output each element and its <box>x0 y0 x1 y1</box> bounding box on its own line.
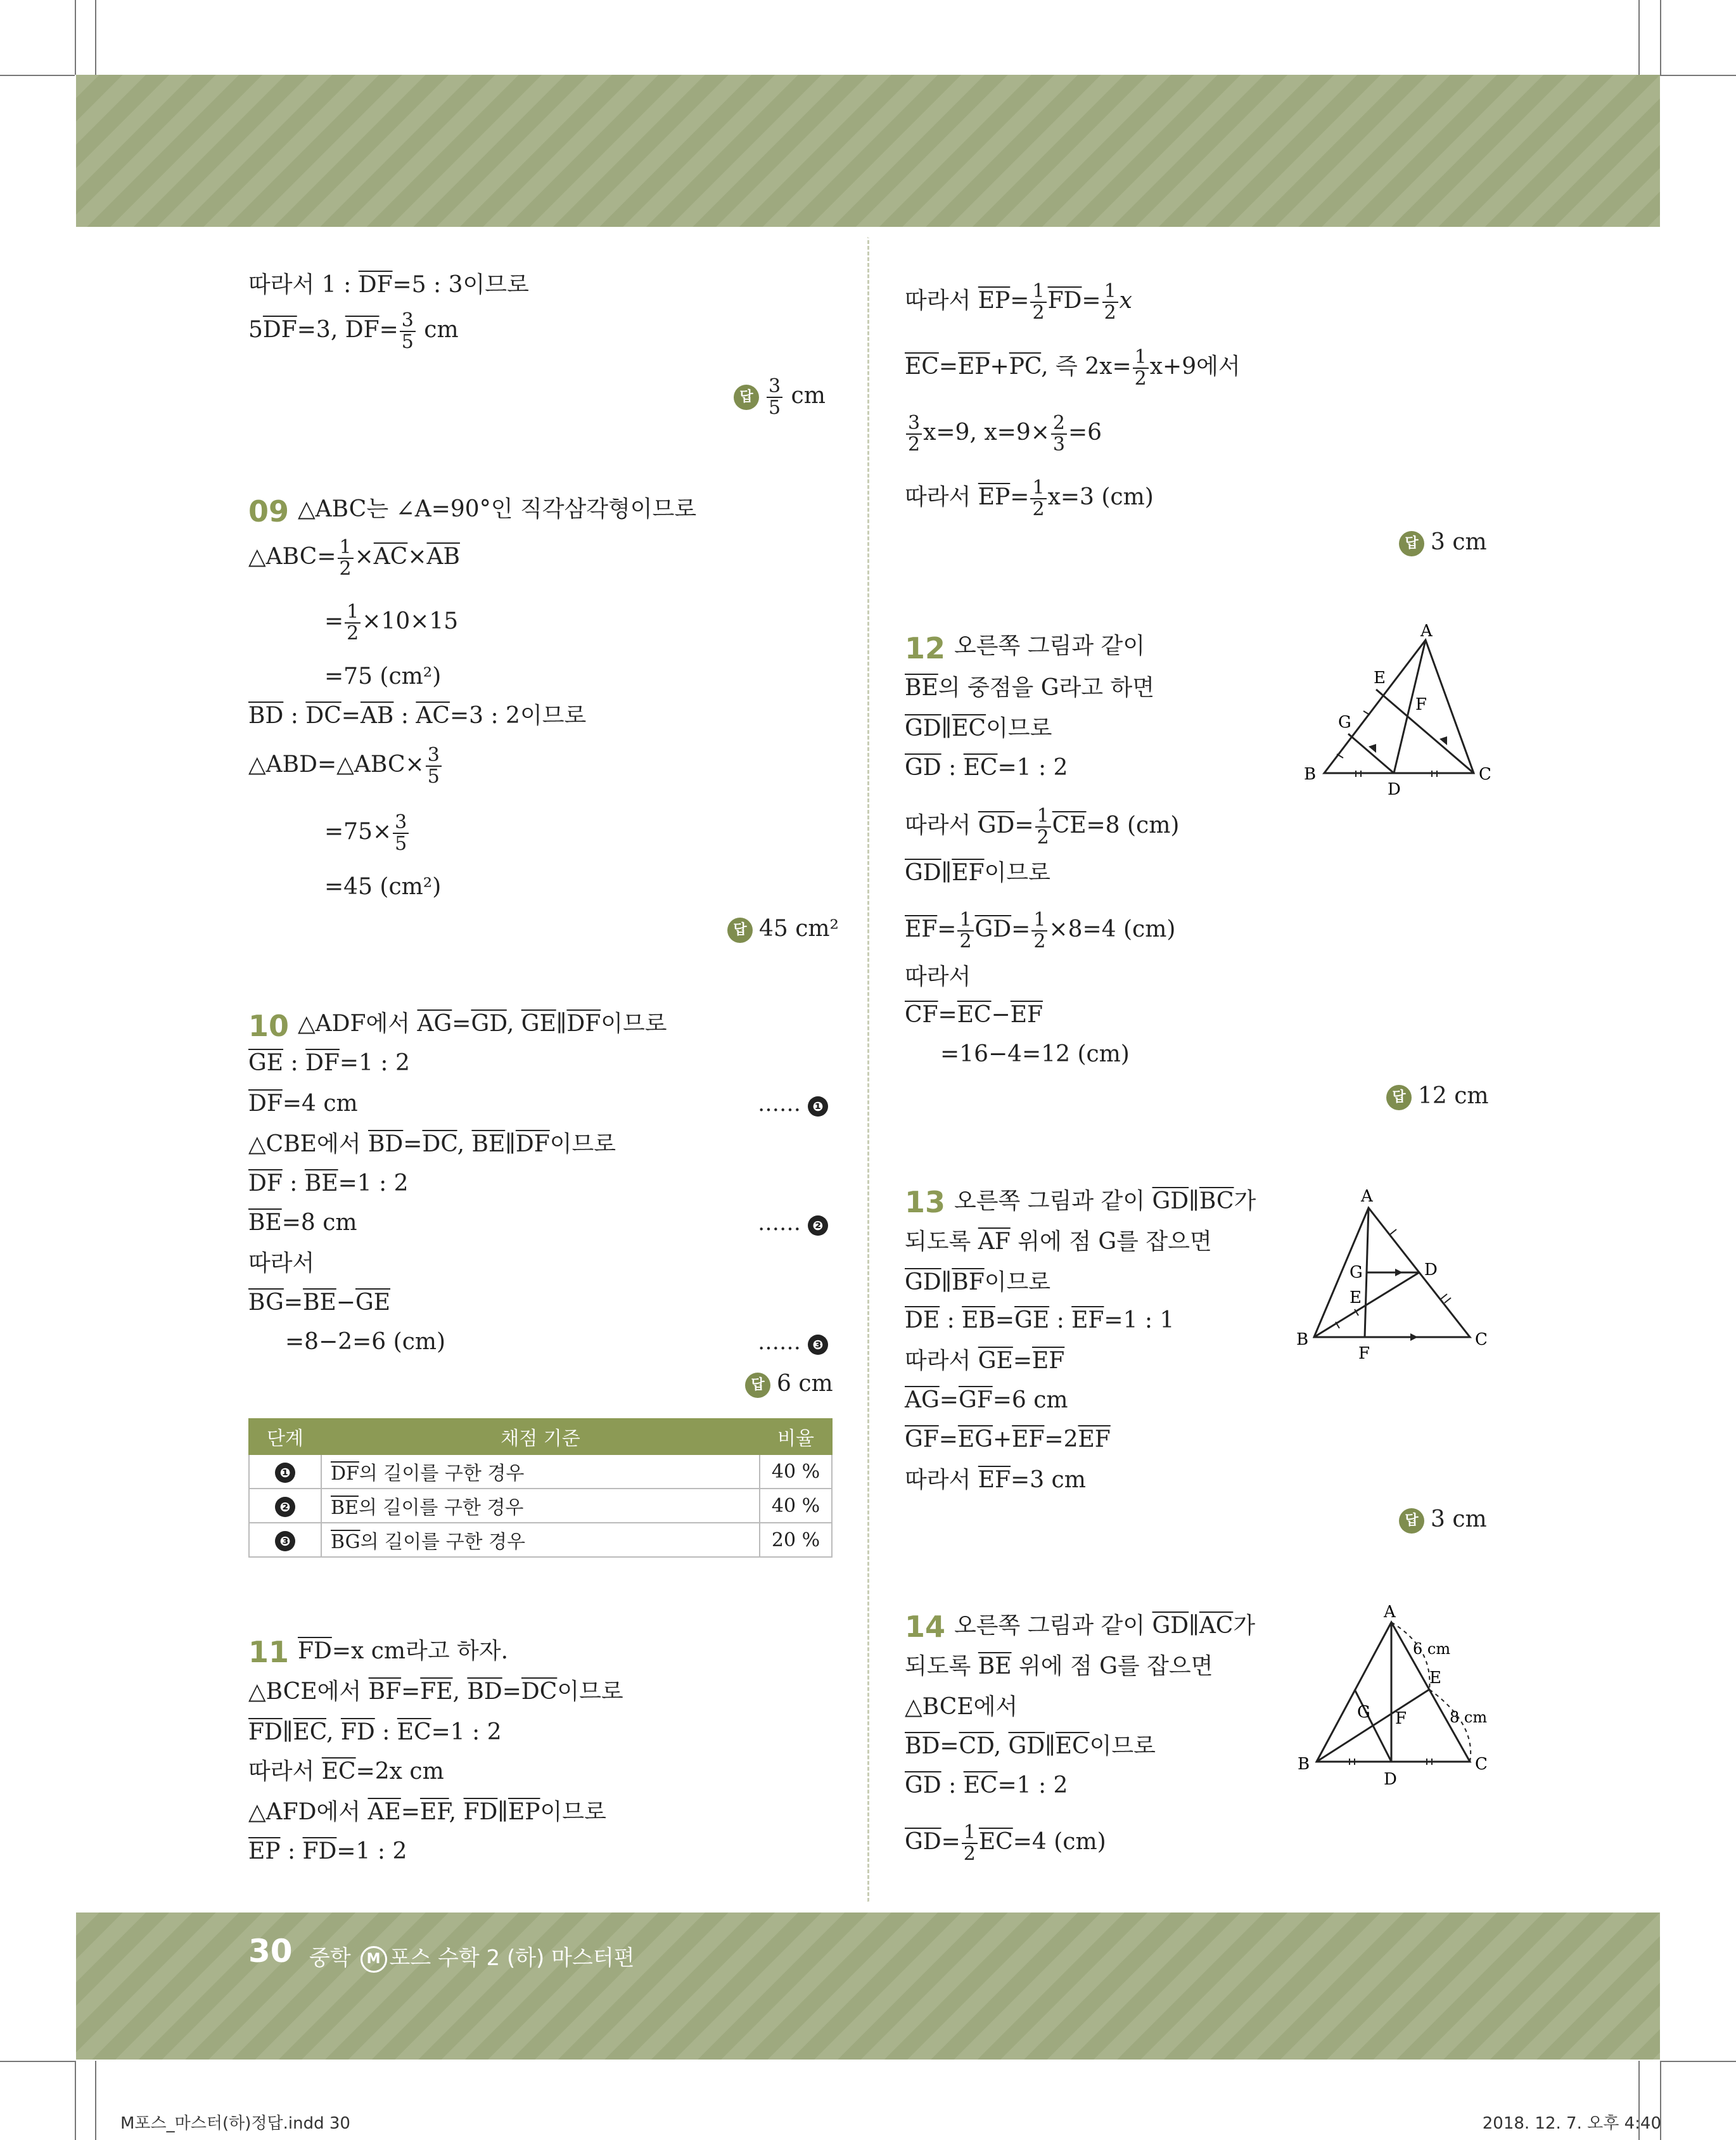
table-header: 단계 <box>249 1419 321 1454</box>
table-row: ❸ $\overline{BG}$의 길이를 구한 경우 20 % <box>249 1523 832 1557</box>
answer: 답 3 cm <box>1399 1506 1487 1534</box>
text-line: $\overline{BE}=8$ cm <box>248 1210 357 1236</box>
point-label: D <box>1424 1260 1438 1279</box>
text-line: 되도록 $\overline{AF}$ 위에 점 G를 잡으면 <box>905 1229 1212 1255</box>
text-line: 되도록 $\overline{BE}$ 위에 점 G를 잡으면 <box>905 1653 1213 1679</box>
point-label: B <box>1304 765 1317 784</box>
table-row: ❷ $\overline{BE}$의 길이를 구한 경우 40 % <box>249 1489 832 1523</box>
text-line: $\overline{EP}$ : $\overline{FD}=1$ : 2 <box>248 1838 407 1864</box>
text-line: 따라서 $\overline{EP}=$ $\frac{1}{2}$ x=3 (cm) <box>905 477 1154 520</box>
text-line: $\overline{DF}=4$ cm <box>248 1091 358 1117</box>
fraction: $\frac{1}{2}$ <box>345 602 361 644</box>
point-label: G <box>1350 1263 1363 1282</box>
point-label: B <box>1296 1330 1309 1349</box>
point-label: A <box>1361 1187 1373 1206</box>
crop-mark <box>75 0 76 75</box>
text-line: $\overline{GD}=$ $\frac{1}{2}$ $\overline{EC}=4$ (cm) <box>905 1821 1106 1865</box>
text-line: $\overline{DE}$ : $\overline{EB}=\overline{GE}$ : $\overline{EF}=1$ : 1 <box>905 1307 1175 1333</box>
fraction: $\frac{1}{2}$ <box>1035 806 1051 848</box>
answer: 답 12 cm <box>1386 1082 1489 1110</box>
text-line: 따라서 $\overline{EP}=$ $\frac{1}{2}$ $\overline{FD}=$ $\frac{1}{2}$ x <box>905 280 1132 324</box>
crop-mark <box>95 0 96 75</box>
question-number: 11 <box>248 1635 290 1669</box>
crop-mark <box>1660 75 1736 76</box>
text-line: △BCE에서 <box>905 1694 1018 1720</box>
text-line: 오른쪽 그림과 같이 $\overline{GD}\parallel\overline{AC}$가 <box>954 1613 1256 1639</box>
fraction: $\frac{1}{2}$ <box>1030 478 1046 520</box>
text-line: =8−2=6 (cm) <box>285 1329 446 1355</box>
answer: 답 45 cm² <box>727 915 839 943</box>
book-title: 중학 M 포스 수학 2 (하) 마스터편 <box>309 1940 635 1973</box>
text-line: =45 (cm²) <box>324 874 442 900</box>
text-line: △ABD=△ABC× $\frac{3}{5}$ <box>248 745 443 787</box>
text-line: △ABC= $\frac{1}{2}$ $\times\overline{AC}\times\overline{AB}$ <box>248 536 460 580</box>
fraction: $\frac{1}{2}$ <box>1133 347 1149 389</box>
fraction: $\frac{1}{2}$ <box>1030 281 1046 323</box>
divider-notch <box>860 1901 878 1913</box>
fraction: $\frac{3}{5}$ <box>400 311 416 352</box>
fraction: $\frac{1}{2}$ <box>962 1823 978 1864</box>
triangle-figure-q13 <box>1286 1179 1508 1362</box>
text-line: $\overline{BE}$의 중점을 G라고 하면 <box>905 675 1155 701</box>
text-line: $\overline{BG}=\overline{BE}-\overline{GE}$ <box>248 1290 391 1316</box>
point-label: D <box>1384 1770 1397 1789</box>
table-row: ❶ $\overline{DF}$의 길이를 구한 경우 40 % <box>249 1454 832 1489</box>
print-slug-file: M포스_마스터(하)정답.indd 30 <box>120 2114 350 2133</box>
crop-mark <box>75 2061 76 2140</box>
answer: 답 6 cm <box>745 1370 833 1398</box>
text-line: $\overline{FD}\parallel\overline{EC}$, $\overline{FD}$ : $\overline{EC}=1$ : 2 <box>248 1719 502 1745</box>
point-label: C <box>1475 1755 1488 1774</box>
fraction: $\frac{1}{2}$ <box>1031 910 1047 952</box>
text-line: $\overline{BD}=\overline{CD}$, $\overline{GD}\parallel\overline{EC}$이므로 <box>905 1733 1156 1759</box>
text-line: = $\frac{1}{2}$ ×10×15 <box>324 601 459 644</box>
fraction: $\frac{2}{3}$ <box>1051 413 1067 455</box>
crop-mark <box>0 75 75 76</box>
answer-badge: 답 <box>1386 1085 1412 1110</box>
measure-label: 8 cm <box>1450 1708 1488 1726</box>
text-line: 따라서 $\overline{EC}=2x$ cm <box>248 1759 444 1784</box>
point-label: F <box>1395 1709 1407 1728</box>
answer-badge: 답 <box>734 385 759 410</box>
table-header: 비율 <box>760 1419 832 1454</box>
text-line: 오른쪽 그림과 같이 $\overline{GD}\parallel\overline{BC}$가 <box>954 1188 1256 1214</box>
text-line: =75× $\frac{3}{5}$ <box>324 812 410 854</box>
fraction: $\frac{3}{5}$ <box>426 745 442 787</box>
point-label: G <box>1338 713 1351 732</box>
answer: 답 3 cm <box>1399 529 1487 556</box>
text-line: △ABC는 ∠A=90°인 직각삼각형이므로 <box>298 496 697 522</box>
fraction: $\frac{1}{2}$ <box>957 910 973 952</box>
text-line: $\overline{BD}$ : $\overline{DC}=\overline{AB}$ : $\overline{AC}=3$ : 2이므로 <box>248 703 587 729</box>
text-line: 따라서 1 : $\overline{DF}=5$ : 3이므로 <box>248 272 529 298</box>
text-line: $\overline{GE}$ : $\overline{DF}=1$ : 2 <box>248 1050 410 1076</box>
text-line: $\overline{DF}$ : $\overline{BE}=1$ : 2 <box>248 1170 409 1196</box>
fraction: $\frac{3}{5}$ <box>393 812 409 854</box>
point-label: E <box>1350 1288 1362 1307</box>
text-line: $\overline{FD}=x$ cm라고 하자. <box>298 1638 509 1664</box>
text-line: $\frac{3}{2}$ x=9, x=9× $\frac{2}{3}$ =6 <box>905 413 1102 455</box>
question-number: 10 <box>248 1009 290 1043</box>
fraction: $\frac{1}{2}$ <box>338 537 354 579</box>
point-label: C <box>1479 765 1491 784</box>
text-line: $\overline{GD}\parallel\overline{BF}$이므로 <box>905 1269 1051 1295</box>
text-line: 따라서 $\overline{EF}=3$ cm <box>905 1467 1086 1493</box>
crop-mark <box>1660 2061 1736 2062</box>
point-label: F <box>1358 1344 1370 1362</box>
step-marker: …… ❶ <box>758 1090 828 1118</box>
text-line: $\overline{GD}$ : $\overline{EC}=1$ : 2 <box>905 755 1068 781</box>
text-line: △ADF에서 $\overline{AG}=\overline{GD}$, $\overline{GE}\parallel\overline{DF}$이므로 <box>298 1011 667 1037</box>
text-line: 따라서 $\overline{GE}=\overline{EF}$ <box>905 1348 1065 1374</box>
text-line: △AFD에서 $\overline{AE}=\overline{EF}$, $\overline{FD}\parallel\overline{EP}$이므로 <box>248 1799 606 1825</box>
answer-badge: 답 <box>1399 1508 1424 1534</box>
grading-table <box>248 1418 833 1558</box>
crop-mark <box>95 2061 96 2140</box>
text-line: △BCE에서 $\overline{BF}=\overline{FE}$, $\overline{BD}=\overline{DC}$이므로 <box>248 1679 623 1705</box>
text-line: $\overline{GD}\parallel\overline{EF}$이므로 <box>905 860 1050 886</box>
text-line: $\overline{GD}$ : $\overline{EC}=1$ : 2 <box>905 1772 1068 1798</box>
print-slug-date: 2018. 12. 7. 오후 4:40 <box>1482 2114 1661 2133</box>
text-line: 따라서 <box>248 1250 315 1276</box>
question-number: 13 <box>905 1185 946 1219</box>
crop-mark <box>1660 0 1661 75</box>
text-line: 따라서 $\overline{GD}=$ $\frac{1}{2}$ $\overline{CE}=8$ (cm) <box>905 805 1180 849</box>
question-number: 09 <box>248 494 290 529</box>
triangle-figure-q14 <box>1286 1603 1508 1793</box>
text-line: $\overline{GD}\parallel\overline{EC}$이므로 <box>905 715 1052 741</box>
footer-band <box>76 1913 1660 2060</box>
header-band <box>76 75 1660 227</box>
question-number: 14 <box>905 1610 946 1644</box>
answer-badge: 답 <box>727 918 753 943</box>
text-line: $\overline{AG}=\overline{GF}=6$ cm <box>905 1387 1068 1413</box>
table-header: 채점 기준 <box>321 1419 760 1454</box>
text-line: $5\overline{DF}=3$, $\overline{DF}=$ $\frac{3}{5}$ cm <box>248 309 459 353</box>
point-label: E <box>1429 1669 1441 1688</box>
text-line: $\overline{EC}=\overline{EP}+\overline{PC}$, 즉 2x= $\frac{1}{2}$ x+9에서 <box>905 346 1241 390</box>
divider-notch <box>860 227 878 238</box>
fraction: $\frac{1}{2}$ <box>1102 281 1118 323</box>
point-label: A <box>1384 1603 1396 1622</box>
column-divider <box>867 234 869 1907</box>
text-line: =75 (cm²) <box>324 663 442 689</box>
step-marker: …… ❷ <box>758 1209 828 1237</box>
text-line: $\overline{GF}=\overline{EG}+\overline{EF}=2\overline{EF}$ <box>905 1426 1111 1452</box>
point-label: C <box>1475 1330 1488 1349</box>
point-label: G <box>1357 1703 1370 1722</box>
page-number: 30 <box>248 1933 293 1970</box>
point-label: E <box>1374 669 1386 688</box>
answer-badge: 답 <box>1399 531 1424 556</box>
fraction: $\frac{3}{2}$ <box>906 413 922 455</box>
text-line: $\overline{EF}=$ $\frac{1}{2}$ $\overline{GD}=$ $\frac{1}{2}$ ×8=4 (cm) <box>905 909 1176 952</box>
measure-label: 6 cm <box>1413 1640 1451 1658</box>
step-marker: …… ❸ <box>758 1328 828 1356</box>
point-label: F <box>1415 695 1427 714</box>
text-line: $\overline{CF}=\overline{EC}-\overline{EF}$ <box>905 1002 1043 1028</box>
fraction: $\frac{3}{5}$ <box>767 376 782 418</box>
text-line: 오른쪽 그림과 같이 <box>954 633 1146 659</box>
crop-mark <box>1638 0 1640 75</box>
answer-badge: 답 <box>745 1373 770 1398</box>
point-label: D <box>1388 780 1401 798</box>
crop-mark <box>0 2061 75 2062</box>
text-line: =16−4=12 (cm) <box>940 1041 1130 1067</box>
m-logo-icon: M <box>361 1946 387 1973</box>
point-label: B <box>1298 1755 1310 1774</box>
point-label: A <box>1420 622 1433 641</box>
answer: 답 $\frac{3}{5}$ cm <box>734 376 826 418</box>
triangle-figure-q12 <box>1292 621 1508 798</box>
question-number: 12 <box>905 631 946 665</box>
text-line: △CBE에서 $\overline{BD}=\overline{DC}$, $\overline{BE}\parallel\overline{DF}$이므로 <box>248 1131 616 1157</box>
text-line: 따라서 <box>905 964 971 990</box>
